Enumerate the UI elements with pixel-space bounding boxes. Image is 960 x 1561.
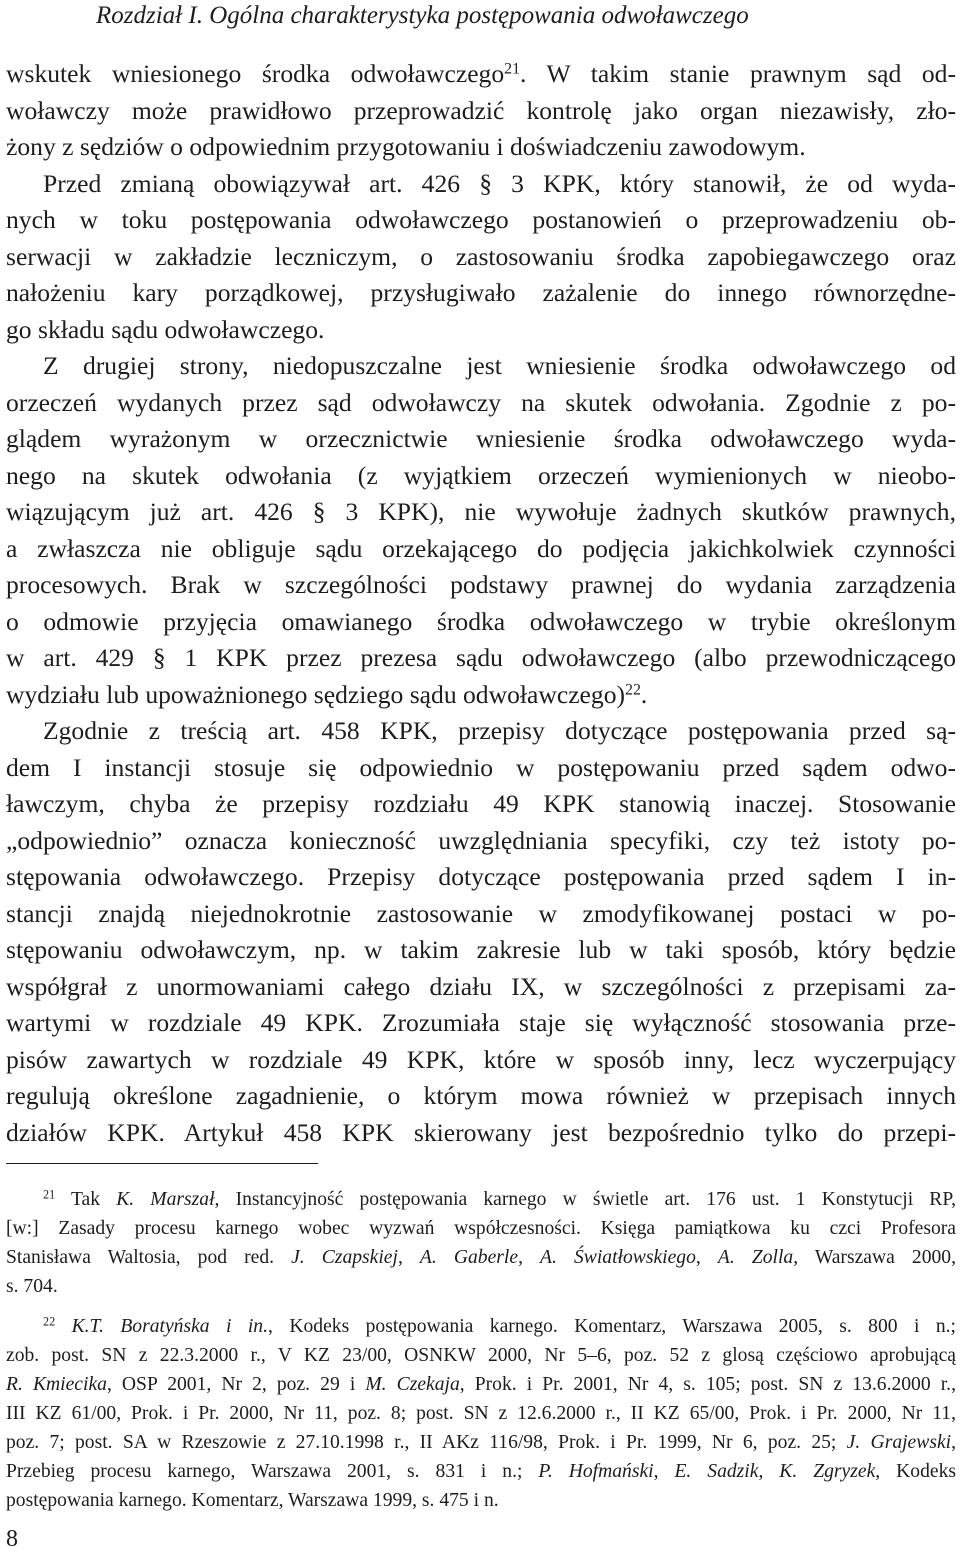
text-line: „odpowiednio” oznacza konieczność uwzględniania specyfiki, czy też istoty po- xyxy=(6,825,956,855)
footnote-line: Przebieg procesu karnego, Warszawa 2001, s. 831 i n.; P. Hofmański, E. Sadzik, K. Zgryzek, Kodeks xyxy=(6,1461,956,1482)
footnote-line: zob. post. SN z 22.3.2000 r., V KZ 23/00, OSNKW 2000, Nr 5–6, poz. 52 z glosą częściowo aprobującą xyxy=(6,1345,956,1366)
text-line: działów KPK. Artykuł 458 KPK skierowany jest bezpośrednio tylko do przepi- xyxy=(6,1117,956,1147)
footnote-22 xyxy=(6,1312,956,1515)
footnote-line: R. Kmiecika, OSP 2001, Nr 2, poz. 29 i M. Czekaja, Prok. i Pr. 2001, Nr 4, s. 105; post. SN z 13.6.2000 r., xyxy=(6,1374,956,1395)
text-line: nych w toku postępowania odwoławczego postanowień o przeprowadzeniu ob- xyxy=(6,205,956,234)
text-line: wydziału lub upoważnionego sędziego sądu odwoławczego)$^{22}$. xyxy=(6,679,648,709)
footnote-number: 21 xyxy=(43,1187,56,1202)
footnote-line: $^{22}$ K.T. Boratyńska i in., Kodeks postępowania karnego. Komentarz, Warszawa 2005, s. 800 i n.; xyxy=(43,1314,956,1337)
text-line: pisów zawartych w rozdziale 49 KPK, które w sposób inny, lecz wyczerpujący xyxy=(6,1044,956,1074)
footnote-line: [w:] Zasady procesu karnego wobec wyzwań współczesności. Księga pamiątkowa ku czci Profesora xyxy=(6,1218,956,1239)
text-line: Przed zmianą obowiązywał art. 426 § 3 KPK, który stanowił, że od wyda- xyxy=(43,168,956,198)
text-line: serwacji w zakładzie leczniczym, o zastosowaniu środka zapobiegawczego oraz xyxy=(6,241,956,271)
footnote-line: poz. 7; post. SA w Rzeszowie z 27.10.1998 r., II AKz 116/98, Prok. i Pr. 1999, Nr 6, poz. 25; J. Grajewski, xyxy=(6,1432,956,1453)
footnote-line: III KZ 61/00, Prok. i Pr. 2000, Nr 11, poz. 8; post. SN z 12.6.2000 r., II KZ 65/00, Prok. i Pr. 2000, Nr 11, xyxy=(6,1403,956,1424)
page-number: 8 xyxy=(6,1526,18,1552)
text-line: nałożeniu kary porządkowej, przysługiwało zażalenie do innego równorzędne- xyxy=(6,278,956,307)
text-line: dem I instancji stosuje się odpowiednio w postępowaniu przed sądem odwo- xyxy=(6,752,956,782)
text-line: stancji znajdą niejednokrotnie zastosowanie w zmodyfikowanej postaci w po- xyxy=(6,898,956,928)
text-line: woławczy może prawidłowo przeprowadzić kontrolę jako organ niezawisły, zło- xyxy=(6,95,956,125)
footnote-line: $^{21}$ Tak K. Marszał, Instancyjność postępowania karnego w świetle art. 176 ust. 1 Konstytucji RP, xyxy=(43,1187,956,1210)
footnote-21 xyxy=(6,1185,956,1301)
footnotes xyxy=(6,1185,956,1515)
text-line: a zwłaszcza nie obliguje sądu orzekającego do podjęcia jakichkolwiek czynności xyxy=(6,533,956,563)
footnote-number: 22 xyxy=(43,1314,56,1329)
text-line: Z drugiej strony, niedopuszczalne jest wniesienie środka odwoławczego od xyxy=(43,351,956,380)
text-line: wartymi w rozdziale 49 KPK. Zrozumiała staje się wyłączność stosowania prze- xyxy=(6,1008,956,1037)
text-line: w art. 429 § 1 KPK przez prezesa sądu odwoławczego (albo przewodniczącego xyxy=(6,643,956,672)
text-line: współgrał z unormowaniami całego działu IX, w szczególności z przepisami za- xyxy=(6,971,956,1001)
text-line: Zgodnie z treścią art. 458 KPK, przepisy dotyczące postępowania przed są- xyxy=(43,716,956,745)
footnote-line: Stanisława Waltosia, pod red. J. Czapskiej, A. Gaberle, A. Światłowskiego, A. Zolla, Warszawa 2000, xyxy=(6,1247,956,1268)
text-line: regulują określone zagadnienie, o którym mowa również w przepisach innych xyxy=(6,1081,956,1110)
footnote-line: postępowania karnego. Komentarz, Warszawa 1999, s. 475 i n. xyxy=(6,1490,499,1511)
main-text xyxy=(6,56,956,1151)
text-line: orzeczeń wydanych przez sąd odwoławczy na skutek odwołania. Zgodnie z po- xyxy=(6,387,956,417)
running-header: Rozdział I. Ogólna charakterystyka postępowania odwoławczego xyxy=(96,2,749,29)
text-line: go składu sądu odwoławczego. xyxy=(6,314,325,344)
text-line: wskutek wniesionego środka odwoławczego$^{21}$. W takim stanie prawnym sąd od- xyxy=(6,59,956,88)
text-line: ławczym, chyba że przepisy rozdziału 49 KPK stanowią inaczej. Stosowanie xyxy=(6,789,956,818)
text-line: żony z sędziów o odpowiednim przygotowaniu i doświadczeniu zawodowym. xyxy=(6,132,806,161)
text-line: stępowaniu odwoławczym, np. w takim zakresie lub w taki sposób, który będzie xyxy=(6,935,956,964)
footnote-ref-22[interactable]: 22 xyxy=(625,680,641,698)
footnote-divider xyxy=(6,1163,318,1164)
text-line: o odmowie przyjęcia omawianego środka odwoławczego w trybie określonym xyxy=(6,606,956,636)
text-line: procesowych. Brak w szczególności podstawy prawnej do wydania zarządzenia xyxy=(6,570,956,599)
footnote-line: s. 704. xyxy=(6,1276,58,1297)
footnote-ref-21[interactable]: 21 xyxy=(504,60,521,78)
text-line: nego na skutek odwołania (z wyjątkiem orzeczeń wymienionych w nieobo- xyxy=(6,460,956,490)
text-line: stępowania odwoławczego. Przepisy dotyczące postępowania przed sądem I in- xyxy=(6,862,956,891)
text-line: glądem wyrażonym w orzecznictwie wniesienie środka odwoławczego wyda- xyxy=(6,424,956,453)
text-line: wiązującym już art. 426 § 3 KPK), nie wywołuje żadnych skutków prawnych, xyxy=(6,497,956,526)
